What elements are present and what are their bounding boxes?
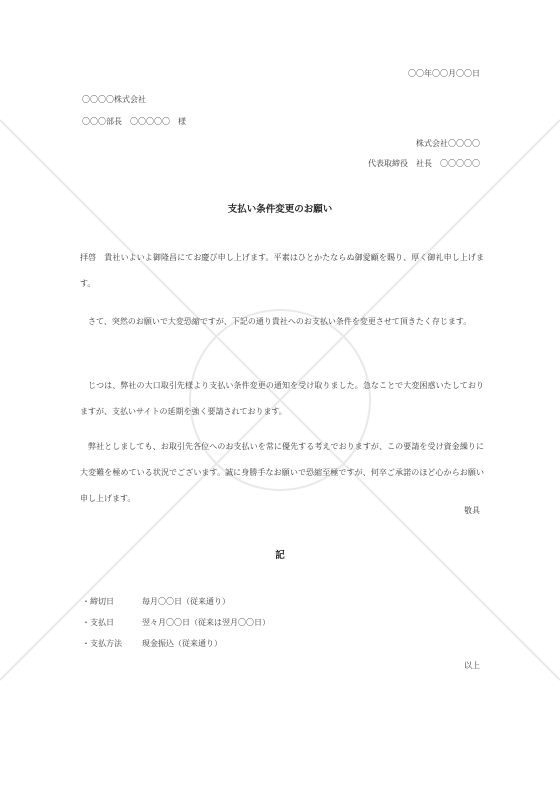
ki-heading: 記 [275, 550, 285, 561]
sender-person: 代表取締役 社長 〇〇〇〇〇 [368, 159, 480, 168]
letter-title: 支払い条件変更のお願い [227, 204, 333, 215]
paragraph-reason: じつは、弊社の大口取引先様より支払い条件変更の通知を受け取りました。急なことで大変困惑いたしておりますが、支払いサイトの延期を強く要請されております。 [80, 381, 484, 416]
recipient-company: 〇〇〇〇株式会社 [82, 95, 146, 104]
item-value: 現金振込（従来通り） [142, 639, 222, 648]
item-deadline [82, 596, 230, 608]
item-value: 翌々月〇〇日（従来は翌月〇〇日） [142, 618, 270, 627]
item-payment-method [82, 638, 222, 650]
paragraph-apology: 弊社としましても、お取引先各位へのお支払いを常に優先する考えでおりますが、この要請を受け資金繰りに大変難を極めている状況でございます。誠に身勝手なお願いで恐縮至極ですが、何卒ご承諾のほど心からお願い申し上げます。 [80, 442, 484, 503]
item-label: ・支払方法 [82, 639, 122, 648]
item-label: ・締切日 [82, 597, 114, 606]
sender-company: 株式会社〇〇〇〇 [416, 139, 480, 148]
closing-keigu: 敬具 [464, 506, 480, 515]
recipient-person: 〇〇〇部長 〇〇〇〇〇 様 [82, 117, 186, 126]
end-ijou: 以上 [464, 661, 480, 670]
date: 〇〇年〇〇月〇〇日 [408, 69, 480, 78]
item-value: 毎月〇〇日（従来通り） [142, 597, 230, 606]
paragraph-request: さて、突然のお願いで大変恐縮ですが、下記の通り貴社へのお支払い条件を変更させて頂きたく存じます。 [88, 317, 472, 326]
item-payment-date [82, 617, 270, 629]
item-label: ・支払日 [82, 618, 114, 627]
paragraph-greeting: 拝啓 貴社いよいよ御隆昌にてお慶び申し上げます。平素はひとかたならぬ御愛顧を賜り、厚く御礼申し上げます。 [80, 253, 484, 288]
